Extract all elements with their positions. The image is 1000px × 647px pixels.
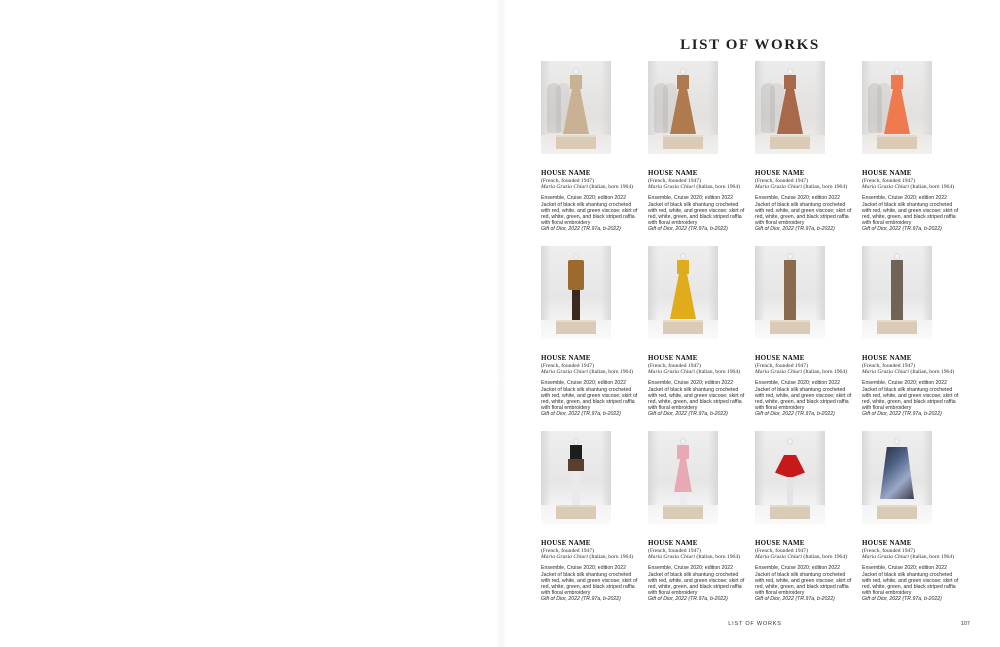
designer-info: (Italian, born 1964) (910, 553, 954, 560)
designer (541, 184, 641, 190)
work-description: Ensemble, Cruise 2020; edition 2022 Jacket of black silk shantung crocheted with red, white, and green viscose; skirt of red, white, green, and black striped raffia with floral embroidery (648, 380, 745, 412)
designer-info: (Italian, born 1964) (910, 368, 954, 375)
house-name: HOUSE NAME (648, 169, 698, 177)
work-entry (541, 431, 648, 616)
work-caption (541, 170, 641, 233)
credit-line: Gift of Dior, 2022 (TR.97a, b-2022) (648, 411, 728, 418)
works-row (541, 61, 971, 246)
designer-name: Maria Grazia Chiuri (862, 183, 909, 190)
designer-info: (Italian, born 1964) (803, 183, 847, 190)
house-founded: (French, founded 1947) (755, 177, 808, 184)
work-description: Ensemble, Cruise 2020; edition 2022 Jacket of black silk shantung crocheted with red, white, and green viscose; skirt of red, white, green, and black striped raffia with floral embroidery (541, 195, 638, 227)
designer-info: (Italian, born 1964) (803, 368, 847, 375)
designer (755, 369, 855, 375)
work-caption (541, 355, 641, 418)
credit-line: Gift of Dior, 2022 (TR.97a, b-2022) (541, 411, 621, 418)
house-name: HOUSE NAME (648, 539, 698, 547)
designer-info: (Italian, born 1964) (589, 368, 633, 375)
designer-name: Maria Grazia Chiuri (862, 368, 909, 375)
garment-photo (755, 431, 825, 524)
house-founded: (French, founded 1947) (541, 177, 594, 184)
designer (862, 184, 962, 190)
garment-photo (862, 246, 932, 339)
work-entry (755, 431, 862, 616)
credit-line: Gift of Dior, 2022 (TR.97a, b-2022) (755, 411, 835, 418)
work-description: Ensemble, Cruise 2020; edition 2022 Jacket of black silk shantung crocheted with red, white, and green viscose; skirt of red, white, green, and black striped raffia with floral embroidery (541, 380, 638, 412)
credit-line: Gift of Dior, 2022 (TR.97a, b-2022) (648, 596, 728, 603)
designer-name: Maria Grazia Chiuri (648, 183, 695, 190)
page-title: LIST OF WORKS (680, 37, 820, 53)
garment-photo (541, 431, 611, 524)
work-caption (862, 540, 962, 603)
designer-info: (Italian, born 1964) (910, 183, 954, 190)
designer-info: (Italian, born 1964) (696, 368, 740, 375)
house-name: HOUSE NAME (648, 354, 698, 362)
designer (862, 369, 962, 375)
house-name: HOUSE NAME (755, 539, 805, 547)
garment-photo (862, 61, 932, 154)
credit-line: Gift of Dior, 2022 (TR.97a, b-2022) (541, 596, 621, 603)
credit-line: Gift of Dior, 2022 (TR.97a, b-2022) (862, 411, 942, 418)
designer-name: Maria Grazia Chiuri (648, 368, 695, 375)
designer-name: Maria Grazia Chiuri (755, 553, 802, 560)
work-description: Ensemble, Cruise 2020; edition 2022 Jacket of black silk shantung crocheted with red, white, and green viscose; skirt of red, white, green, and black striped raffia with floral embroidery (755, 565, 852, 597)
work-description: Ensemble, Cruise 2020; edition 2022 Jacket of black silk shantung crocheted with red, white, and green viscose; skirt of red, white, green, and black striped raffia with floral embroidery (648, 195, 745, 227)
works-grid (541, 61, 971, 616)
work-caption (755, 355, 855, 418)
designer (541, 369, 641, 375)
work-description: Ensemble, Cruise 2020; edition 2022 Jacket of black silk shantung crocheted with red, white, and green viscose; skirt of red, white, green, and black striped raffia with floral embroidery (648, 565, 745, 597)
work-description: Ensemble, Cruise 2020; edition 2022 Jacket of black silk shantung crocheted with red, white, and green viscose; skirt of red, white, green, and black striped raffia with floral embroidery (541, 565, 638, 597)
house-founded: (French, founded 1947) (648, 547, 701, 554)
house-name: HOUSE NAME (862, 354, 912, 362)
house-founded: (French, founded 1947) (648, 362, 701, 369)
work-caption (755, 170, 855, 233)
designer-name: Maria Grazia Chiuri (541, 183, 588, 190)
garment-photo (648, 431, 718, 524)
designer-name: Maria Grazia Chiuri (755, 368, 802, 375)
garment-photo (755, 61, 825, 154)
designer (755, 554, 855, 560)
designer-name: Maria Grazia Chiuri (541, 553, 588, 560)
house-name: HOUSE NAME (862, 169, 912, 177)
work-entry (755, 61, 862, 246)
designer (862, 554, 962, 560)
work-caption (648, 170, 748, 233)
work-caption (755, 540, 855, 603)
designer-name: Maria Grazia Chiuri (755, 183, 802, 190)
work-entry (862, 61, 969, 246)
work-caption (648, 355, 748, 418)
book-gutter (496, 0, 506, 647)
house-name: HOUSE NAME (755, 354, 805, 362)
credit-line: Gift of Dior, 2022 (TR.97a, b-2022) (755, 226, 835, 233)
garment-photo (755, 246, 825, 339)
house-founded: (French, founded 1947) (648, 177, 701, 184)
work-entry (862, 431, 969, 616)
house-founded: (French, founded 1947) (862, 362, 915, 369)
house-name: HOUSE NAME (541, 539, 591, 547)
credit-line: Gift of Dior, 2022 (TR.97a, b-2022) (541, 226, 621, 233)
designer-name: Maria Grazia Chiuri (541, 368, 588, 375)
house-name: HOUSE NAME (541, 354, 591, 362)
designer (541, 554, 641, 560)
credit-line: Gift of Dior, 2022 (TR.97a, b-2022) (862, 596, 942, 603)
work-entry (648, 246, 755, 431)
designer-info: (Italian, born 1964) (696, 553, 740, 560)
page-number: 107 (960, 621, 970, 627)
house-founded: (French, founded 1947) (541, 362, 594, 369)
designer-info: (Italian, born 1964) (589, 183, 633, 190)
designer-info: (Italian, born 1964) (696, 183, 740, 190)
garment-photo (541, 61, 611, 154)
house-founded: (French, founded 1947) (755, 547, 808, 554)
house-name: HOUSE NAME (862, 539, 912, 547)
house-founded: (French, founded 1947) (862, 547, 915, 554)
designer (648, 554, 748, 560)
house-name: HOUSE NAME (541, 169, 591, 177)
page-footer (540, 621, 970, 629)
works-row (541, 431, 971, 616)
garment-photo (648, 246, 718, 339)
work-entry (541, 61, 648, 246)
work-caption (648, 540, 748, 603)
work-entry (541, 246, 648, 431)
work-caption (541, 540, 641, 603)
garment-photo (648, 61, 718, 154)
designer (755, 184, 855, 190)
designer-name: Maria Grazia Chiuri (648, 553, 695, 560)
work-description: Ensemble, Cruise 2020; edition 2022 Jacket of black silk shantung crocheted with red, white, and green viscose; skirt of red, white, green, and black striped raffia with floral embroidery (862, 565, 959, 597)
house-founded: (French, founded 1947) (755, 362, 808, 369)
garment-photo (541, 246, 611, 339)
work-description: Ensemble, Cruise 2020; edition 2022 Jacket of black silk shantung crocheted with red, white, and green viscose; skirt of red, white, green, and black striped raffia with floral embroidery (755, 380, 852, 412)
work-caption (862, 170, 962, 233)
designer (648, 184, 748, 190)
work-entry (648, 61, 755, 246)
work-caption (862, 355, 962, 418)
running-head: LIST OF WORKS (728, 621, 782, 627)
credit-line: Gift of Dior, 2022 (TR.97a, b-2022) (862, 226, 942, 233)
designer-name: Maria Grazia Chiuri (862, 553, 909, 560)
house-name: HOUSE NAME (755, 169, 805, 177)
work-entry (862, 246, 969, 431)
work-entry (755, 246, 862, 431)
credit-line: Gift of Dior, 2022 (TR.97a, b-2022) (755, 596, 835, 603)
work-description: Ensemble, Cruise 2020; edition 2022 Jacket of black silk shantung crocheted with red, white, and green viscose; skirt of red, white, green, and black striped raffia with floral embroidery (862, 195, 959, 227)
designer-info: (Italian, born 1964) (589, 553, 633, 560)
designer-info: (Italian, born 1964) (803, 553, 847, 560)
credit-line: Gift of Dior, 2022 (TR.97a, b-2022) (648, 226, 728, 233)
designer (648, 369, 748, 375)
work-entry (648, 431, 755, 616)
house-founded: (French, founded 1947) (541, 547, 594, 554)
work-description: Ensemble, Cruise 2020; edition 2022 Jacket of black silk shantung crocheted with red, white, and green viscose; skirt of red, white, green, and black striped raffia with floral embroidery (755, 195, 852, 227)
house-founded: (French, founded 1947) (862, 177, 915, 184)
work-description: Ensemble, Cruise 2020; edition 2022 Jacket of black silk shantung crocheted with red, white, and green viscose; skirt of red, white, green, and black striped raffia with floral embroidery (862, 380, 959, 412)
garment-photo (862, 431, 932, 524)
works-row (541, 246, 971, 431)
